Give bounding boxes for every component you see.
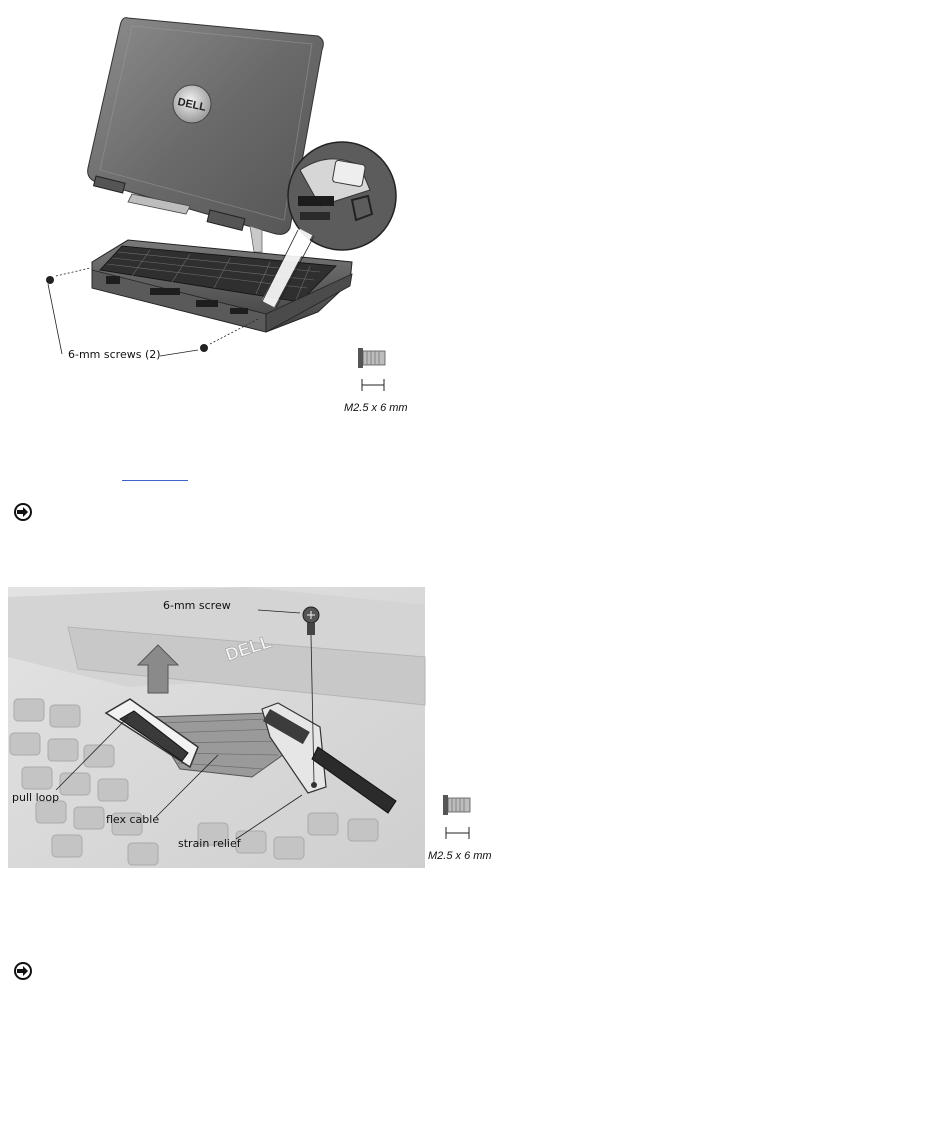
callout-flex-cable: flex cable [106,813,160,826]
step-link[interactable] [122,466,188,481]
screw-spec-label: M2.5 x 6 mm [344,402,408,414]
bezel-dell-logo: DELL [223,631,274,665]
callout-strain-relief: strain relief [178,837,241,850]
computer-base [92,240,352,332]
callout-6mm-screw: 6-mm screw [163,599,231,612]
notice-arrow-icon [13,502,33,522]
dell-logo-text: DELL [176,96,208,114]
callout-pull-loop: pull loop [12,791,60,804]
screw-size-icon [358,348,385,391]
figure-flex-cable [8,587,498,869]
screw-size-icon-2 [443,795,470,839]
screw-left [46,268,90,354]
figure-display-removal [0,0,430,430]
screw-spec-label-2: M2.5 x 6 mm [428,850,492,862]
display-lid [88,18,324,252]
dell-logo [173,85,211,123]
notice-arrow-icon-2 [13,961,33,981]
callout-6mm-screws: 6-mm screws (2) [68,348,161,361]
